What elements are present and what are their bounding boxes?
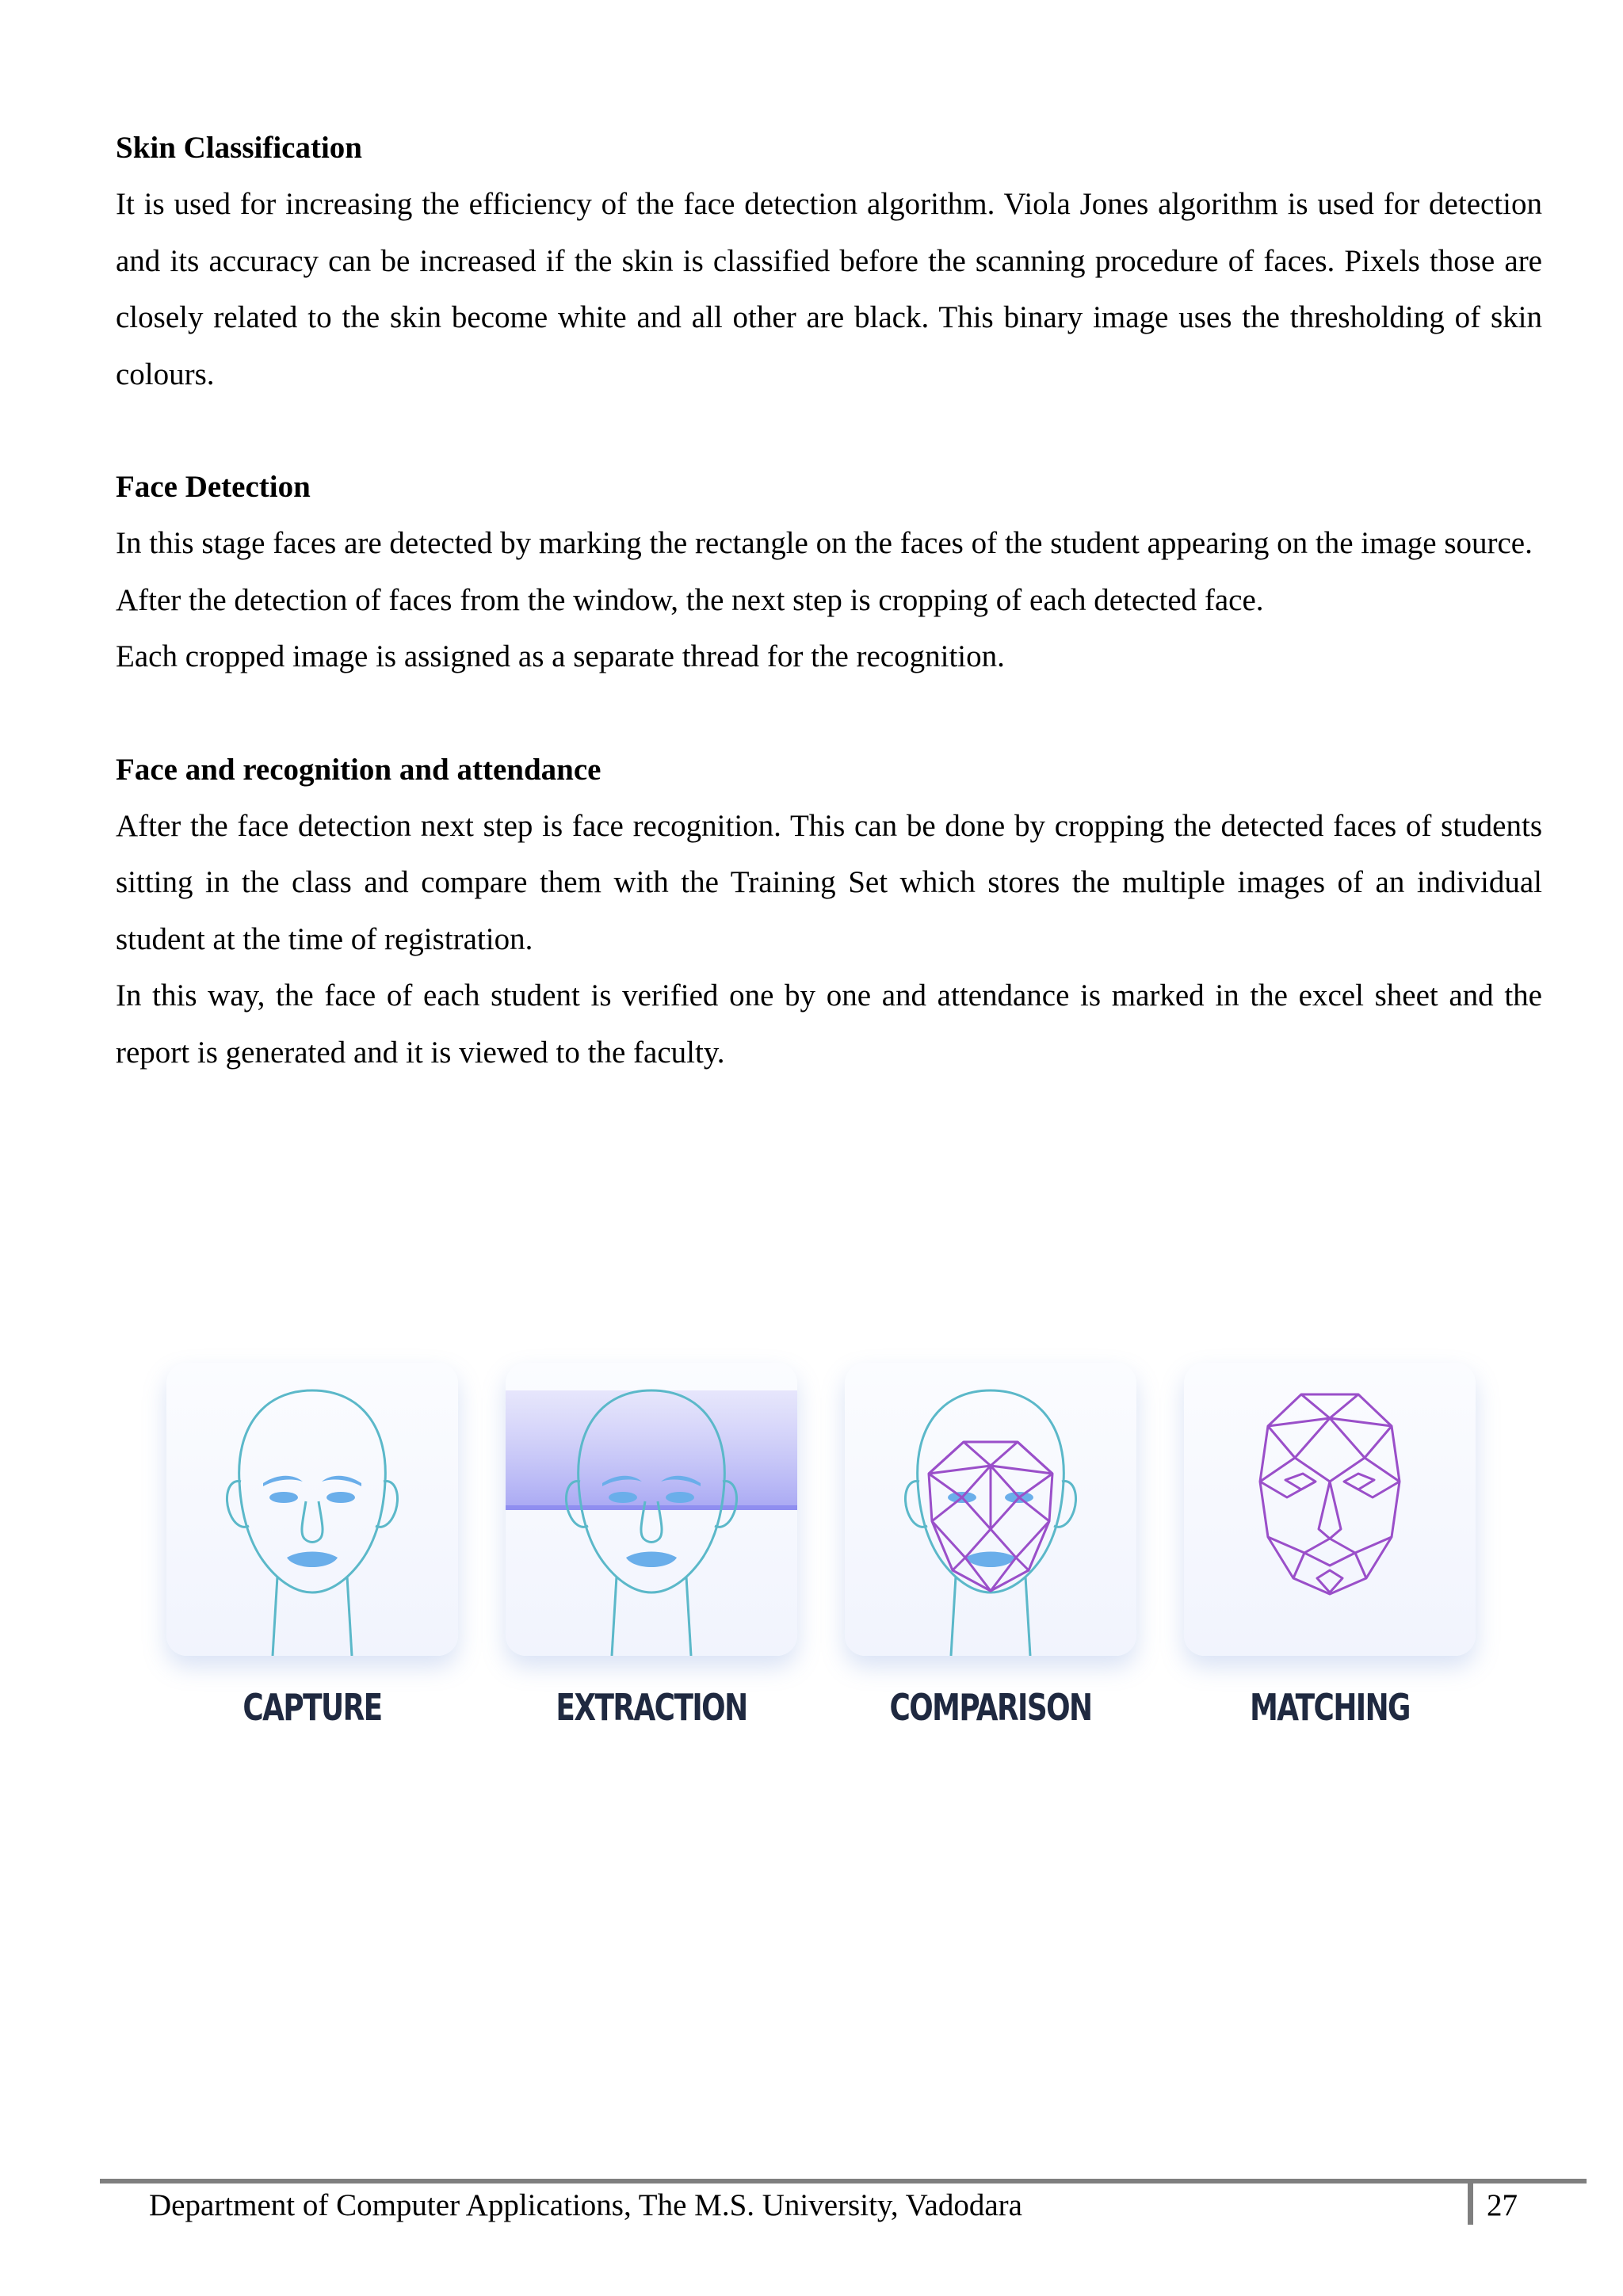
section-skin-classification <box>116 120 1542 402</box>
matching-card <box>1184 1363 1476 1656</box>
step-label-matching: MATCHING <box>1250 1686 1410 1729</box>
section-face-recognition-attendance <box>116 742 1542 1081</box>
section-heading: Face Detection <box>116 470 311 504</box>
footer-page-divider <box>1468 2183 1473 2225</box>
face-outline-icon <box>166 1363 458 1656</box>
face-polygon-icon <box>1184 1363 1476 1656</box>
paragraph: After the face detection next step is face recognition. This can be done by cropping the detected faces of students sitting in the class and compare them with the Training Set which stores the multiple images of an individual student at the time of registration. <box>116 808 1542 956</box>
paragraph: In this way, the face of each student is verified one by one and attendance is marked in the excel sheet and the report is generated and it is viewed to the faculty. <box>116 978 1542 1070</box>
step-label-capture: CAPTURE <box>242 1686 382 1729</box>
footer-text: Department of Computer Applications, The M.S. University, Vadodara <box>149 2188 1022 2222</box>
section-face-detection <box>116 460 1542 685</box>
section-heading: Face and recognition and attendance <box>116 752 601 787</box>
paragraph: It is used for increasing the efficiency of the face detection algorithm. Viola Jones algorithm is used for detection and its accuracy can be increased if the skin is classified before the scanning procedure of faces. Pixels those are closely related to the skin become white and all other are black. This binary image uses the thresholding of skin colours. <box>116 187 1542 391</box>
face-scan-icon <box>506 1363 797 1656</box>
step-label-comparison: COMPARISON <box>889 1686 1092 1729</box>
capture-card <box>166 1363 458 1656</box>
face-mesh-icon <box>845 1363 1136 1656</box>
paragraph: In this stage faces are detected by marking the rectangle on the faces of the student appearing on the image source. <box>116 526 1533 560</box>
step-label-extraction: EXTRACTION <box>556 1686 747 1729</box>
face-recognition-pipeline-figure <box>166 1363 1482 1743</box>
extraction-card <box>506 1363 797 1656</box>
body-text <box>116 120 1542 1081</box>
comparison-card <box>845 1363 1136 1656</box>
paragraph: Each cropped image is assigned as a separate thread for the recognition. <box>116 639 1005 673</box>
footer-divider <box>100 2179 1587 2183</box>
paragraph: After the detection of faces from the window, the next step is cropping of each detected face. <box>116 582 1264 617</box>
page-number: 27 <box>1487 2188 1518 2222</box>
section-heading: Skin Classification <box>116 131 362 165</box>
